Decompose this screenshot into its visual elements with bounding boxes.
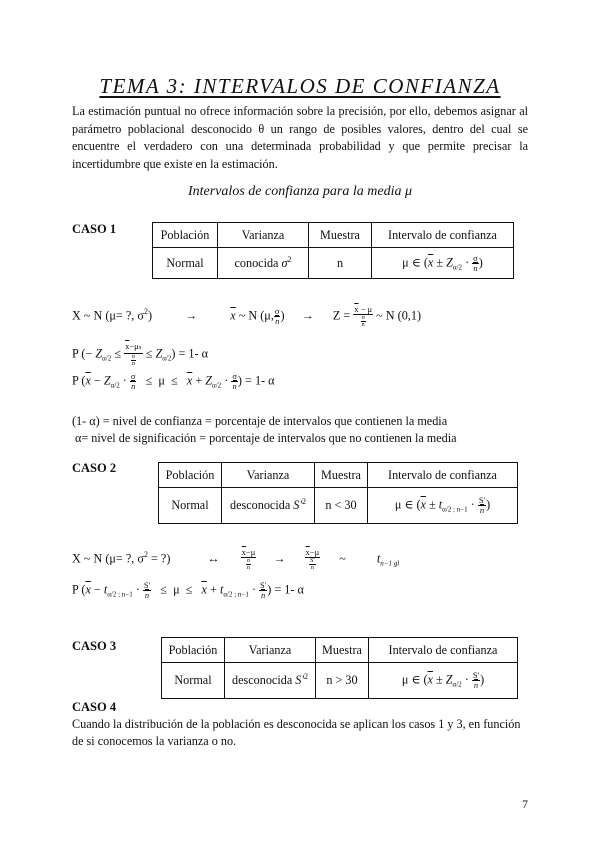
caso1-formula-probability-mu: P ($\overline{x} - Z_{\alpha/2}$ · $\frac{\sigma}{n}$ ≤ $\mu \le \overline{x} + Z_{\alpha/2}$ · $\frac{\sigma}{n}$ ) = 1- α xyxy=(72,371,275,391)
caso4-label: CASO 4 xyxy=(72,700,117,714)
header-intervalo: Intervalo de confianza xyxy=(372,223,514,248)
caso2-table xyxy=(158,462,518,524)
cell-muestra: n > 30 xyxy=(316,663,369,699)
cell-intervalo: μ ∈ ($\overline{x} \pm Z_{\alpha/2}$ · $\frac{\sigma}{n}$ ) xyxy=(372,248,514,279)
header-muestra: Muestra xyxy=(316,638,369,663)
header-varianza: Varianza xyxy=(218,223,309,248)
page-title: TEMA 3: INTERVALOS DE CONFIANZA xyxy=(99,74,501,98)
header-varianza: Varianza xyxy=(225,638,316,663)
caso2-formula-probability-mu: P ($\overline{x} - t_{\alpha/2 ; n-1}$ · $\frac{S'}{n}$ ≤ $\mu \le \overline{x} + t_{\alpha/2 ; n-1}$ · $\frac{S'}{n}$ ) = 1- α xyxy=(72,580,304,600)
note-confidence-level: (1- α) = nivel de confianza = porcentaje de intervalos que contienen la media xyxy=(72,414,448,428)
header-muestra: Muestra xyxy=(315,463,368,488)
header-poblacion: Población xyxy=(159,463,222,488)
caso1-table xyxy=(152,222,514,279)
cell-poblacion: Normal xyxy=(159,488,222,524)
header-intervalo: Intervalo de confianza xyxy=(369,638,518,663)
note-significance-level: α= nivel de significación = porcentaje de intervalos que no contienen la media xyxy=(75,431,457,445)
caso1-formula-distribution: X ~ N (μ= ?, $\sigma^2) \to \overline{x}$ ~ N (μ, $\frac{\sigma}{n}$ ) → Z = $\frac{\overline{x} - \mu}{\frac{\sigma}{n}}$ ~ N (0,1) xyxy=(72,304,421,328)
header-intervalo: Intervalo de confianza xyxy=(368,463,518,488)
caso3-table xyxy=(161,637,518,699)
caso1-label: CASO 1 xyxy=(72,222,117,236)
page-number: 7 xyxy=(522,797,528,811)
header-varianza: Varianza xyxy=(222,463,315,488)
header-muestra: Muestra xyxy=(309,223,372,248)
cell-muestra: n < 30 xyxy=(315,488,368,524)
cell-poblacion: Normal xyxy=(162,663,225,699)
caso4-text: Cuando la distribución de la población es desconocida se aplican los casos 1 y 3, en función de si conocemos la varianza o no. xyxy=(72,717,521,748)
cell-intervalo: μ ∈ ($\overline{x} \pm t_{\alpha/2 ; n-1}$ · $\frac{S'}{n}$ ) xyxy=(368,488,518,524)
caso2-label: CASO 2 xyxy=(72,461,117,475)
header-poblacion: Población xyxy=(153,223,218,248)
cell-varianza: conocida $\sigma^2$ xyxy=(218,248,309,279)
section-subtitle: Intervalos de confianza para la media μ xyxy=(188,184,412,199)
caso2-formula-distribution: X ~ N (μ= ?, $\sigma^2$ = ?) ↔ $\frac{\overline{x}-\mu}{\frac{\sigma}{n}}$ → $\frac{\overline{x}-\mu}{\frac{S'}{n}}$ ~ $t_{n-1 gl}$ xyxy=(72,547,400,571)
cell-varianza: desconocida $S'^2$ xyxy=(222,488,315,524)
cell-poblacion: Normal xyxy=(153,248,218,279)
caso1-formula-probability-z: P (− $Z_{\alpha/2}$ ≤ $\frac{\overline{x}-\mu x}{\frac{\sigma}{n}}$ ≤ $Z_{\alpha/2}) = 1-$ α xyxy=(72,341,208,367)
intro-paragraph: La estimación puntual no ofrece información sobre la precisión, por ello, debemos asignar al parámetro poblacional desconocido θ un rango de posibles valores, dentro del cual se encuentre el verdadero con una determinada probabilidad y que permite precisar la incertidumbre que existe en la estimación. xyxy=(72,104,528,171)
cell-muestra: n xyxy=(309,248,372,279)
header-poblacion: Población xyxy=(162,638,225,663)
cell-intervalo: μ ∈ ($\overline{x} \pm Z_{\alpha/2}$ · $\frac{S'}{n}$ ) xyxy=(369,663,518,699)
cell-varianza: desconocida $S'^2$ xyxy=(225,663,316,699)
caso3-label: CASO 3 xyxy=(72,639,117,653)
